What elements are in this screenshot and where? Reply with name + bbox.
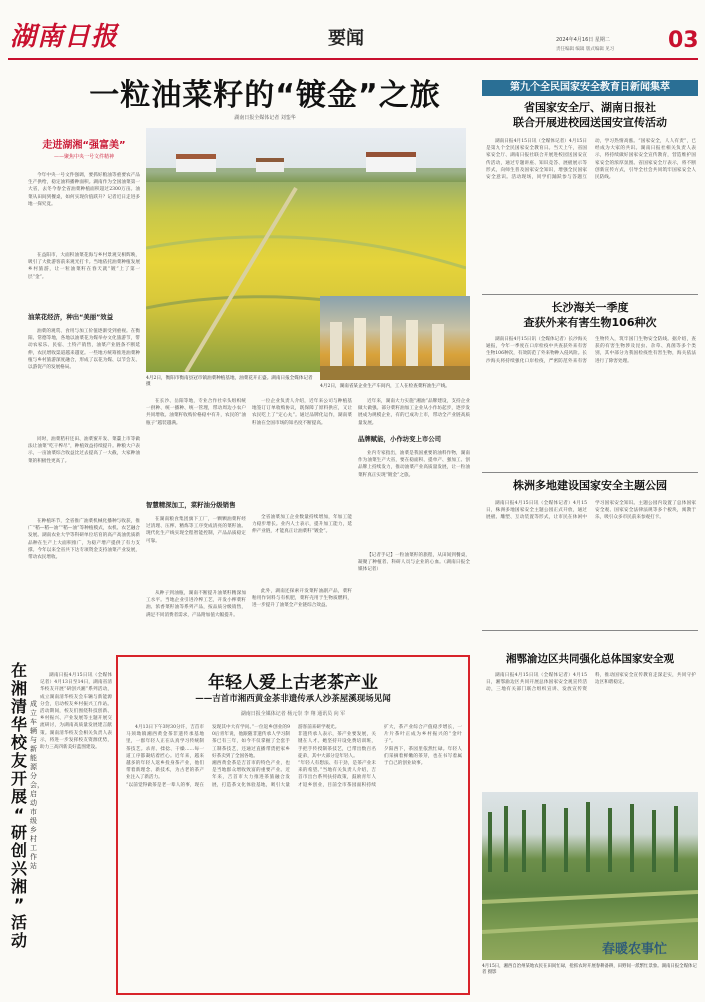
- section-title: 要闻: [328, 28, 364, 49]
- news-roundup-band: 第九个全民国家安全教育日新闻集萃: [482, 80, 698, 96]
- sidebar-title-char: 湘: [10, 679, 27, 698]
- security-story-body: 湖南日报4月15日讯（全媒体记者）4月15日是第九个全民国家安全教育日。当天上午，省国家安全厅、湖南日报社联合开展进校园送国安宣传活动，通过专题讲座、知识竞答、展板展示等形式，向师生普及国家安全知识，增强全民国家安全意识。活动现场，同学们踊跃参与答题互动，学习热情高涨。“国家安全，人人有责”，已经成为大家的共识。湖南日报社相关负责人表示，将持续做好国家安全宣传教育，营造维护国家安全的浓厚氛围。省国家安全厅表示，将不断创新宣传方式，引导全社会共同筑牢国家安全人民防线。: [486, 139, 696, 181]
- spring-photo-caption: 4月15日，湘西自治州某地农民在田间忙碌，抢抓农时开展春耕备耕，田野间一派繁忙景象。湖南日报全媒体记者 摄影: [482, 964, 697, 976]
- sidebar-title-char: 清: [10, 697, 27, 716]
- feature-byline: 湖南日报全媒体记者 杨元崇 李 翔 通讯员 向 军: [240, 711, 346, 717]
- feature-headline: 年轻人爱上古老茶产业: [208, 673, 378, 693]
- sidebar-title-char: “: [13, 805, 25, 824]
- divider-1: [482, 294, 698, 295]
- customs-story-body: 湖南日报4月15日讯（全媒体记者）长沙海关通报，今年一季度在口岸检疫中共查获外来有害生物106种次，有效防范了外来物种入侵风险。长沙海关将持续强化口岸检疫，严密防范外来有害生物传入，筑牢国门生物安全防线。据介绍，查获的有害生物涉及昆虫、杂草、真菌等多个类别，其中部分为我国检疫性有害生物，海关依法进行了除害处理。: [486, 337, 696, 364]
- lead-paragraph-7: 在湖南粮食集团旗下工厂，一颗颗油菜籽经过清理、压榨、精炼等工序变成清亮的菜籽油。现代化生产线实现全程智能控制，产品品质稳定可靠。: [146, 517, 246, 544]
- sidebar-title-char: 在: [10, 661, 27, 680]
- sidebar-title-char: 兴: [10, 859, 27, 878]
- spring-photo-title: 春暖农事忙: [602, 942, 668, 957]
- lead-paragraph-12: 近年来，湖南大力实施“湘油”品牌建设，支持企业做大做强。部分菜籽油加工企业从小作坊起步，逐步发展成为规模企业，有的已成功上市，带动全产业链高质量发展。: [358, 399, 470, 426]
- farmland-drawing: [482, 792, 698, 960]
- sidebar-title-char: 研: [10, 823, 27, 842]
- sidebar-body: 湖南日报4月15日讯（全媒体记者）4月13日至14日，湖南省清华校友开展“研创兴湘”系列活动，成立湖南清华校友会车辆与新能源分会，启动校友乡村振兴工作站。活动期间，校友们围绕科技创新、乡村振兴、产业发展等主题开展交流研讨，为湖南高质量发展建言献策。湖南清华校友会相关负责人表示，将进一步发挥校友资源优势，助力三高四新美好蓝图建设。: [40, 673, 112, 751]
- lead-paragraph-9: 一位企业负责人介绍，近年来公司与种植基地签订订单收购协议，既保障了原料供应，又让农民吃上了“定心丸”。通过品牌化运作，湖南菜籽油在全国市场的知名度不断提高。: [252, 399, 352, 426]
- sidebar-title-char: 华: [10, 715, 27, 734]
- sidebar-title-text: [6, 662, 32, 950]
- feature-subtitle: ——吉首市湘西黄金茶非遗传承人沙茶屋溪现场见闻: [195, 694, 391, 704]
- masthead: [8, 6, 698, 56]
- kicker-title: 走进湖湘“强富美”: [42, 140, 126, 151]
- lead-subhead-2: 智慧精深加工，菜籽油分级销售: [146, 501, 236, 509]
- kicker-subtitle: ——聚焦中央一号文件精神: [53, 154, 114, 160]
- lead-paragraph-6: 在长沙、岳阳等地，专业合作社牵头组织统一供种、统一播种、统一管理，带动周边小农户共同增收。油菜籽收购价格稳中有升，农民的“油瓶子”越装越满。: [146, 399, 246, 426]
- editor-line: 责任编辑 编辑 版式编辑 见习: [556, 47, 615, 52]
- customs-story-headline: 长沙海关一季度 查获外来有害生物106种次: [523, 301, 657, 329]
- sidebar-title-char: 湘: [10, 877, 27, 896]
- sidebar-title-char: 展: [10, 787, 27, 806]
- lead-paragraph-8: 从种子到油瓶，湖南不断提升油菜籽精深加工水平。当地企业引进冷榨工艺，开发小榨菜籽油、浓香菜籽油等系列产品，按品质分级销售，满足不同消费者需求，产品附加值大幅提升。: [146, 591, 246, 618]
- lead-subhead-1: 油菜花经济，种出“美丽”效益: [28, 313, 114, 321]
- lead-paragraph-13: 业内专家指出，油菜是我国重要的油料作物，湖南作为油菜生产大省，要在稳面积、提单产、强加工、创品牌上持续发力，推动油菜产业高质量发展，让一粒油菜籽真正实现“镀金”之旅。: [358, 451, 470, 478]
- spring-farming-photo: [482, 792, 698, 960]
- sidebar-title-char: 开: [10, 769, 27, 788]
- masthead-rule: [8, 58, 698, 60]
- lead-kicker: [28, 136, 140, 166]
- sidebar-vertical-title: [6, 662, 32, 962]
- lead-byline: 湖南日报全媒体记者 刘銮华: [234, 115, 296, 121]
- sidebar-title-char: 动: [10, 931, 27, 950]
- divider-2: [482, 472, 698, 473]
- lead-photo-oil-factory: [320, 296, 470, 380]
- border-region-story-body: 湖南日报4月15日讯（全媒体记者）4月15日，湘鄂渝边区共同开展总体国家安全观宣传活动，三地有关部门联合组织宣讲、发放宣传资料，推动国家安全宣传教育走深走实，共同守护边区和谐稳定。: [486, 673, 696, 693]
- lead-headline: 一粒油菜籽的“镀金”之旅: [89, 78, 441, 113]
- lead-photo-caption-2: 4月2日，湖南省某企业生产车间内，工人在检查菜籽油生产线。: [320, 384, 450, 389]
- lead-paragraph-2: 在益阳市，大面积油菜花海与乡村景观交相辉映，吸引了大批游客前来观光打卡。当地依托油菜种植发展乡村旅游，让一粒油菜籽在春天就“镀”上了第一层“金”。: [28, 253, 140, 280]
- divider-3: [482, 630, 698, 631]
- lead-paragraph-11: 此外，湖南还探索开发菜籽油副产品，菜籽粕用作饲料与有机肥，菜籽壳用于生物质燃料，进一步提升了油菜全产业链综合效益。: [252, 589, 352, 609]
- sidebar-title-char: ”: [13, 895, 25, 914]
- sidebar-vertical-subtitle: 成立车辆与新能源分会，启动市级乡村工作站: [30, 700, 44, 870]
- newspaper-logo: 湖南日报: [10, 22, 119, 52]
- page-number: 03: [668, 28, 699, 53]
- lead-paragraph-4: 同时，油菜秸秆还田、油菜蜜开发、菜薹上市等做法让油菜“吃干榨尽”，种植效益持续提升。种粮大户表示，一亩油菜综合收益比过去提高了一大截，大家种油菜的积极性更高了。: [28, 437, 140, 464]
- lead-paragraph-10: 全省油菜加工企业数量持续增加，年加工能力稳步增长。业内人士表示，提升加工能力，延伸产业链，才能真正让油菜籽“镀金”。: [252, 515, 352, 535]
- factory-drawing: [320, 296, 470, 380]
- sidebar-title-char: 校: [10, 733, 27, 752]
- lead-photo-caption-1: 4月2日，衡阳市衡南县冠市镇油菜种植基地，油菜花开正盛。湖南日报全媒体记者 摄: [146, 376, 313, 388]
- lead-paragraph-1: 今年中央一号文件强调，要抓好粮油等重要农产品生产供给，稳定油料播种面积。湖南作为全国油菜第一大省，去冬今春全省油菜种植面积超过2300万亩。油菜从田间到餐桌，如何实现价值跃升？记者近日走进多地一探究竟。: [28, 173, 140, 207]
- feature-body: 4月13日下午3时30分许，吉首市马颈坳镇湘西黄金茶非遗传承基地里，一群年轻人正在认真学习传统制茶技艺。杀青、揉捻、干燥……每一道工序都凝结着匠心。近年来，越来越多的年轻人返乡投身茶产业，他们带着新理念、新技术，为古老的茶产业注入了新活力。 “以前觉得做茶是老一辈人的事，现在发现其中大有学问。”一位返乡创业的90后青年说，他跟随非遗传承人学习制茶已有三年，如今不仅掌握了全套手工制茶技艺，还通过直播带货把家乡好茶卖到了全国各地。 湘西黄金茶是吉首市的特色产业，也是当地群众增收致富的重要产业。近年来，吉首市大力推进茶旅融合发展，打造茶文化体验基地，吸引大量游客前来研学观光。 非遗传承人表示，茶产业要发展，关键在人才。她坚持开设免费培训班，手把手传授制茶技艺，已带出数百名徒弟，其中大部分是年轻人。 “年轻人有想法、有干劲，是茶产业未来的希望。”当地有关负责人介绍，吉首市出台系列扶持政策，鼓励青年人才返乡创业，目前全市茶园面积持续扩大，茶产业综合产值稳步增长，一片片茶叶正成为乡村振兴的“金叶子”。 夕阳西下，茶园里依然忙碌。年轻人们采摘着鲜嫩的茶芽，也在书写着属于自己的创业故事。: [126, 725, 462, 788]
- border-region-story-headline: 湘鄂渝边区共同强化总体国家安全观: [506, 653, 674, 665]
- date-line: 2024年4月16日 星期二: [556, 37, 610, 43]
- sidebar-title-char: 创: [10, 841, 27, 860]
- security-story-headline: 省国家安全厅、湖南日报社 联合开展进校园送国安宣传活动: [513, 101, 667, 129]
- lead-paragraph-3: 油菜的观赏、食用与加工价值逐渐受到重视。在衡阳、常德等地，各地以油菜花为媒举办文化旅游节，带动农家乐、民宿、土特产销售，油菜产业链条不断延伸，农民增收渠道越来越宽。一些地方统筹推进油菜种植与乡村旅游深度融合，形成了以花为媒、以节会友、以游促产的发展格局。: [28, 329, 140, 371]
- sidebar-title-char: 友: [10, 751, 27, 770]
- lead-subhead-3: 品牌赋能，小作坊变上市公司: [358, 435, 442, 443]
- lead-paragraph-5: 在种植环节，全省推广油菜机械化播种与收获，推广“稻—稻—油”“稻—油”等种植模式，农机、农艺融合发展。湖南农业大学等科研单位培育的高产高油优质新品种在生产上大面积推广，为稳产增产提供了有力支撑。今年以来全省共下达专项资金支持油菜产业发展，带动农民增收。: [28, 519, 140, 561]
- sidebar-title-char: 活: [10, 913, 27, 932]
- park-story-headline: 株洲多地建设国家安全主题公园: [513, 479, 667, 492]
- park-story-body: 湖南日报4月15日讯（全媒体记者）4月15日，株洲多地国家安全主题公园正式开放，通过展板、雕塑、互动装置等形式，让市民在休闲中学习国家安全知识。主题公园内设置了总体国家安全观、国家安全法律法规等多个板块，寓教于乐，吸引众多市民前来参观打卡。: [486, 501, 696, 521]
- lead-closing-note: 【记者手记】一粒油菜籽的旅程，从田间到餐桌，凝聚了种植者、科研人员与企业的心血。（湖南日报全媒体记者）: [358, 553, 470, 573]
